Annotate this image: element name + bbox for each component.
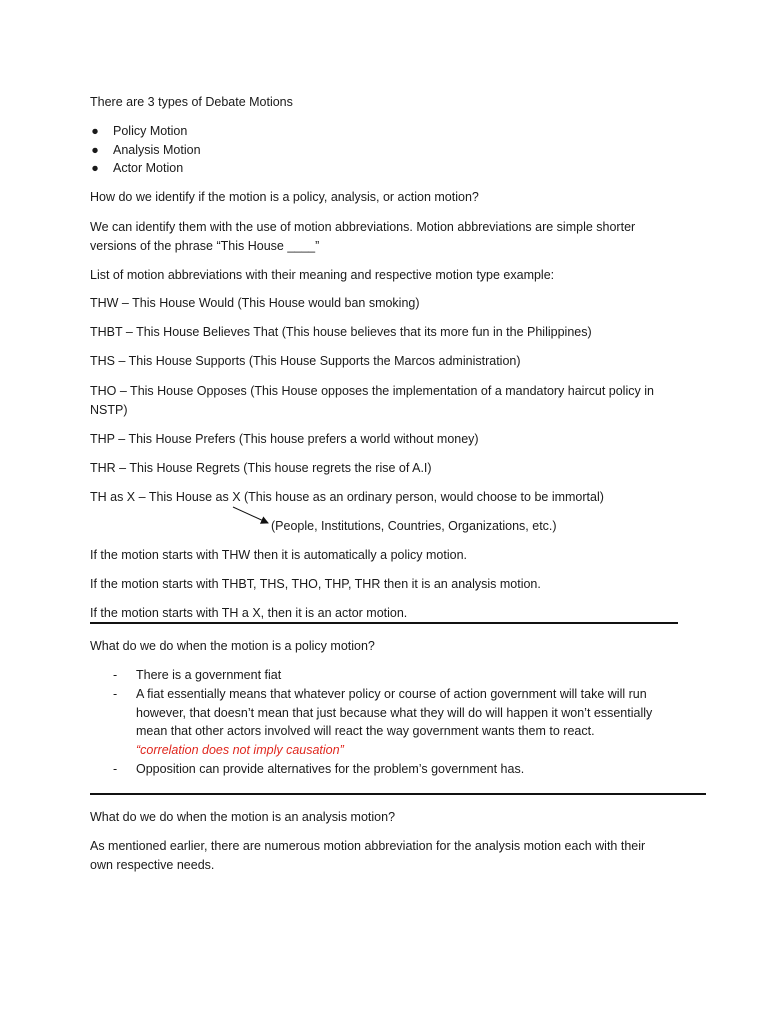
section-divider [90,793,706,795]
policy-item-2-line-1: A fiat essentially means that whatever policy or course of action government will take will run [136,687,647,701]
bullet-label: Policy Motion [113,124,188,138]
rule-analysis: If the motion starts with THBT, THS, THO, THP, THR then it is an analysis motion. [90,577,541,591]
intro-text: There are 3 types of Debate Motions [90,95,293,109]
abbr-thw: THW – This House Would (This House would ban smoking) [90,296,420,310]
dash-marker: - [113,668,118,682]
policy-item-2-line-3: mean that other actors involved will react the way government wants them to react. [136,724,595,738]
rule-policy: If the motion starts with THW then it is automatically a policy motion. [90,548,467,562]
section-divider [90,622,678,624]
bullet-icon: ● [91,124,99,138]
policy-item-1: There is a government fiat [136,668,282,682]
abbr-tho-line-1: THO – This House Opposes (This House opposes the implementation of a mandatory haircut policy in [90,384,654,398]
analysis-body-line-2: own respective needs. [90,858,215,872]
bullet-icon: ● [91,143,99,157]
dash-marker: - [113,762,118,776]
abbr-ths: THS – This House Supports (This House Supports the Marcos administration) [90,354,521,368]
abbr-thx-note: (People, Institutions, Countries, Organizations, etc.) [271,519,557,533]
abbr-tho-line-2: NSTP) [90,403,128,417]
policy-item-2-line-2: however, that doesn’t mean that just because what they will do will happen it won’t essentially [136,706,653,720]
rule-actor: If the motion starts with TH a X, then it is an actor motion. [90,606,408,620]
policy-item-3: Opposition can provide alternatives for the problem’s government has. [136,762,525,776]
analysis-body-line-1: As mentioned earlier, there are numerous motion abbreviation for the analysis motion each with their [90,839,646,853]
bullet-icon: ● [91,161,99,175]
causation-quote: “correlation does not imply causation” [136,743,344,757]
policy-question: What do we do when the motion is a policy motion? [90,639,375,653]
abbr-thp: THP – This House Prefers (This house prefers a world without money) [90,432,479,446]
analysis-question: What do we do when the motion is an analysis motion? [90,810,396,824]
bullet-label: Analysis Motion [113,143,201,157]
bullet-label: Actor Motion [113,161,184,175]
abbr-thbt: THBT – This House Believes That (This house believes that its more fun in the Philippines) [90,325,592,339]
abbr-thr: THR – This House Regrets (This house regrets the rise of A.I) [90,461,432,475]
list-intro: List of motion abbreviations with their meaning and respective motion type example: [90,268,555,282]
answer-line-1: We can identify them with the use of motion abbreviations. Motion abbreviations are simple shorter [90,220,636,234]
abbr-thx: TH as X – This House as X (This house as an ordinary person, would choose to be immortal) [90,490,604,504]
question-identify: How do we identify if the motion is a policy, analysis, or action motion? [90,190,479,204]
answer-line-2: versions of the phrase “This House ____” [90,239,320,253]
dash-marker: - [113,687,118,701]
